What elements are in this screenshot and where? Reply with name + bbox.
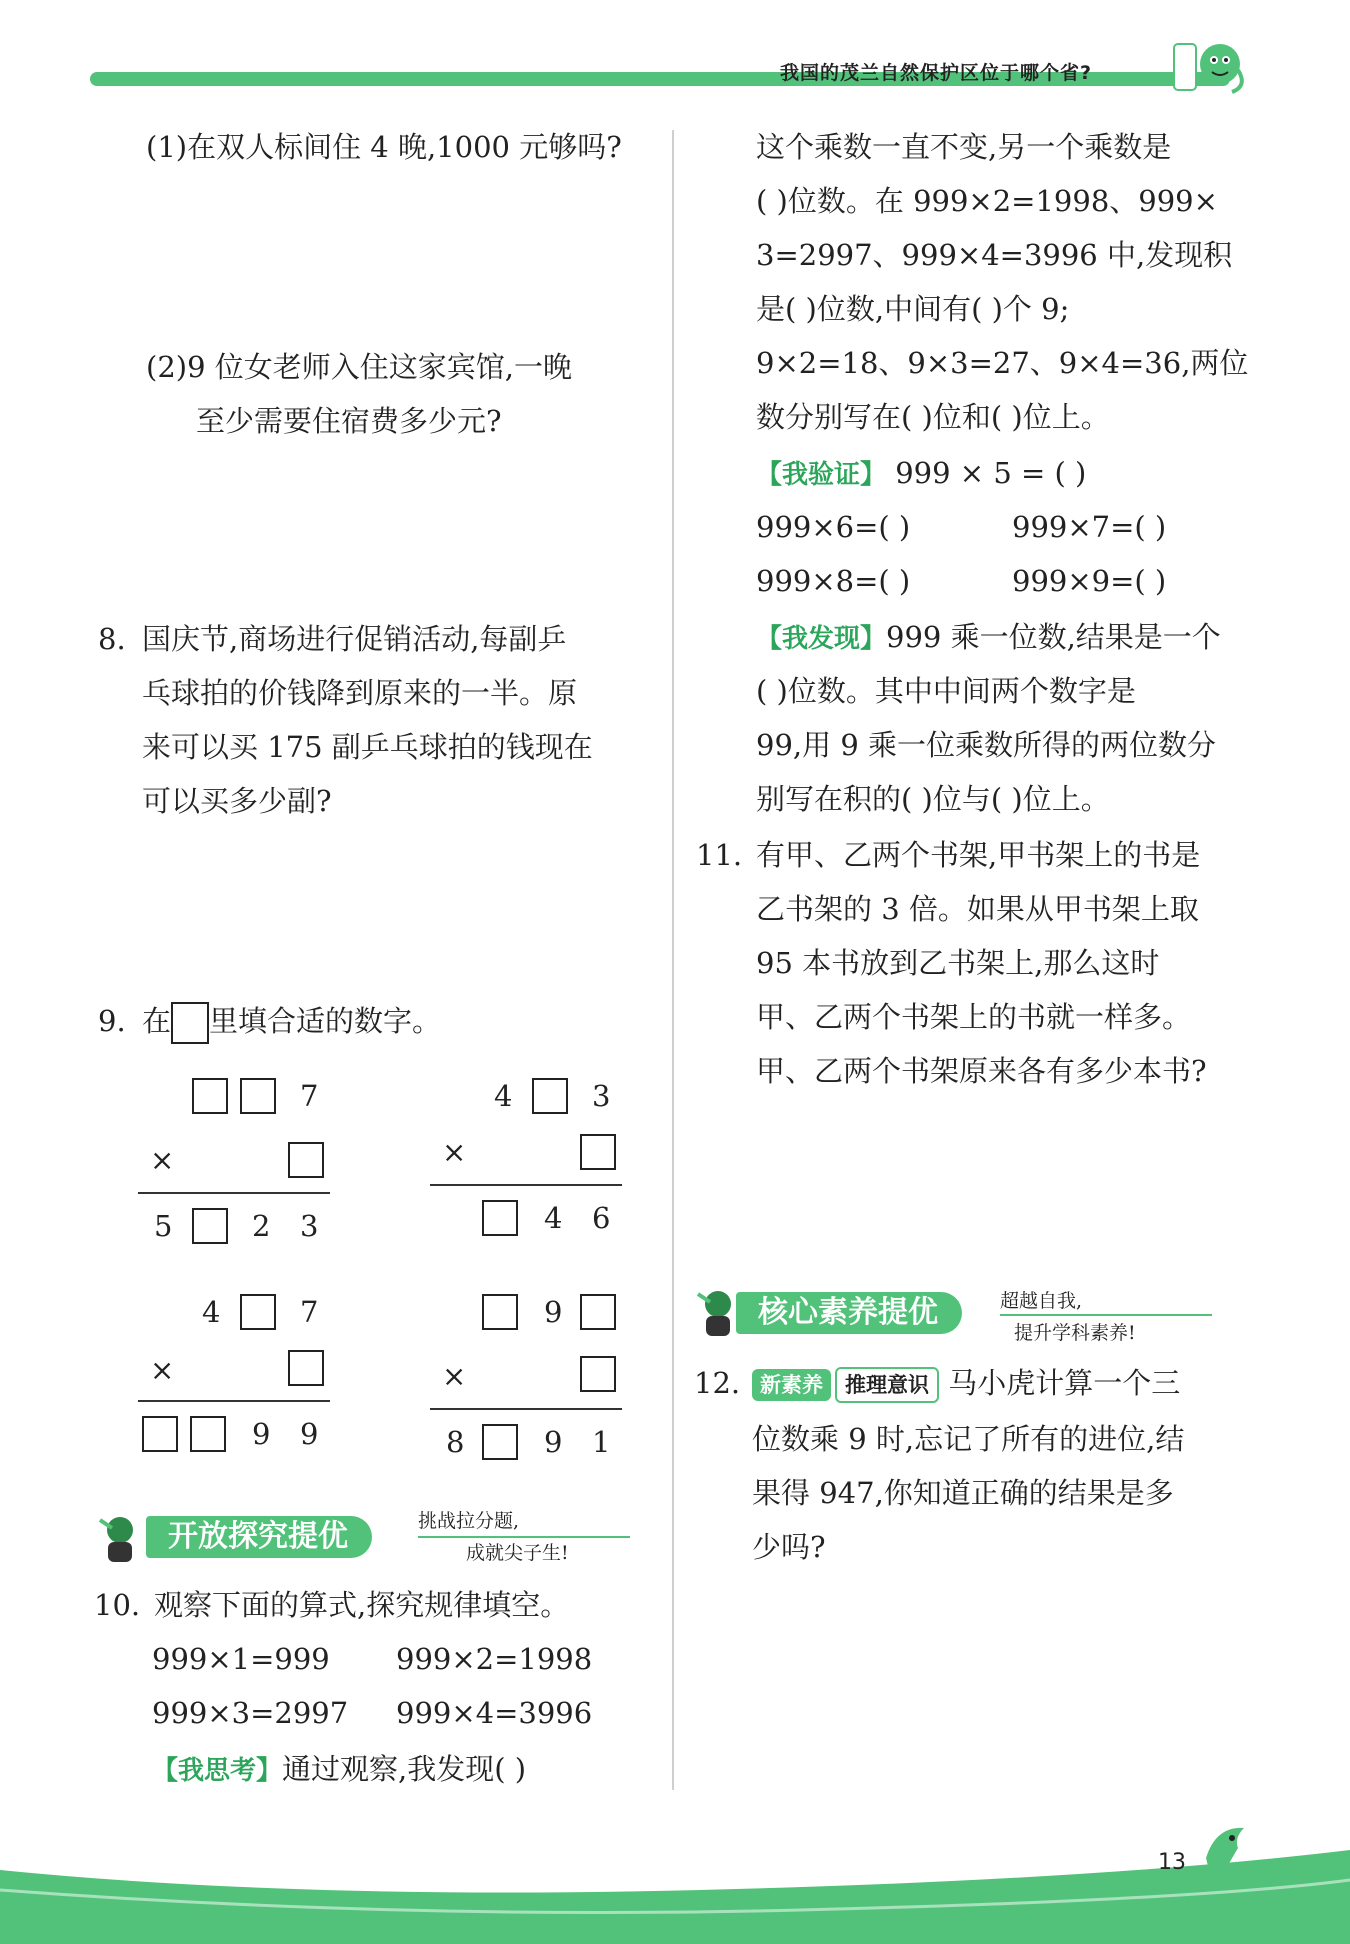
answer-box[interactable]	[482, 1294, 518, 1330]
equation: 999×3=2997	[152, 1696, 349, 1730]
find-line: ( )位数。其中中间两个数字是	[756, 674, 1136, 708]
q12-line: 少吗?	[752, 1530, 826, 1564]
digit: 9	[252, 1417, 271, 1451]
q7-part2-line1: (2)9 位女老师入住这家宾馆,一晚	[146, 350, 572, 384]
digit: 9	[544, 1425, 563, 1459]
banner-note: 超越自我,	[1000, 1290, 1083, 1312]
digit: 2	[252, 1209, 271, 1243]
section-banner-core-literacy: 核心素养提优	[736, 1292, 962, 1334]
equation: 999×2=1998	[396, 1642, 593, 1676]
q7-part1: (1)在双人标间住 4 晚,1000 元够吗?	[146, 130, 622, 164]
monkey-mascot-icon	[1170, 30, 1250, 100]
result-line	[430, 1408, 622, 1410]
q11-line: 有甲、乙两个书架,甲书架上的书是	[756, 838, 1201, 872]
q9-number: 9.	[98, 1004, 126, 1038]
digit: 9	[544, 1295, 563, 1329]
q10-continued-line: 这个乘数一直不变,另一个乘数是	[756, 130, 1172, 164]
verify-eq: 999×9=( )	[1012, 564, 1167, 598]
column-divider	[672, 130, 674, 1790]
header-question: 我国的茂兰自然保护区位于哪个省?	[780, 62, 1093, 84]
digit: 5	[154, 1209, 173, 1243]
banner-note: 挑战拉分题,	[418, 1510, 520, 1532]
find-text: 999 乘一位数,结果是一个	[886, 620, 1221, 654]
q12-first-line	[752, 1356, 1180, 1410]
answer-box[interactable]	[190, 1416, 226, 1452]
q12-text: 马小虎计算一个三	[948, 1366, 1181, 1400]
verify-eq: 999×6=( )	[756, 510, 911, 544]
answer-box[interactable]	[192, 1208, 228, 1244]
multiply-sign: ×	[442, 1359, 467, 1393]
dolphin-icon	[1196, 1818, 1256, 1898]
verify-eq: 999 × 5 = ( )	[895, 456, 1087, 490]
find-line: 别写在积的( )位与( )位上。	[756, 782, 1110, 816]
q10-continued-line: 数分别写在( )位和( )位上。	[756, 400, 1110, 434]
q9-post: 里填合适的数字。	[209, 1004, 442, 1038]
digit: 3	[300, 1209, 319, 1243]
q11-line: 甲、乙两个书架原来各有多少本书?	[756, 1054, 1207, 1088]
q8-number: 8.	[98, 622, 126, 656]
digit: 9	[300, 1417, 319, 1451]
footer-wave	[0, 1830, 1350, 1944]
verify-line	[756, 446, 1086, 502]
answer-box[interactable]	[240, 1294, 276, 1330]
page-number: 13	[1158, 1850, 1186, 1875]
multiply-sign: ×	[442, 1135, 467, 1169]
q10-continued-line: 3=2997、999×4=3996 中,发现积	[756, 238, 1233, 272]
banner-note: 提升学科素养!	[1014, 1322, 1136, 1344]
q8-line: 国庆节,商场进行促销活动,每副乒	[142, 622, 567, 656]
answer-box[interactable]	[580, 1134, 616, 1170]
q8-line: 可以买多少副?	[142, 784, 332, 818]
digit: 7	[300, 1079, 319, 1113]
q11-line: 乙书架的 3 倍。如果从甲书架上取	[756, 892, 1199, 926]
think-tag: 【我思考】	[152, 1756, 283, 1786]
digit: 3	[592, 1079, 611, 1113]
answer-box[interactable]	[142, 1416, 178, 1452]
q10-number: 10.	[94, 1588, 141, 1622]
multiply-sign: ×	[150, 1353, 175, 1387]
q8-line: 乓球拍的价钱降到原来的一半。原	[142, 676, 578, 710]
answer-box[interactable]	[482, 1200, 518, 1236]
q10-continued-line: 9×2=18、9×3=27、9×4=36,两位	[756, 346, 1249, 380]
q11-number: 11.	[696, 838, 743, 872]
digit: 4	[494, 1079, 513, 1113]
answer-box[interactable]	[288, 1350, 324, 1386]
digit: 8	[446, 1425, 465, 1459]
answer-box[interactable]	[580, 1294, 616, 1330]
banner-underline	[1000, 1314, 1212, 1316]
verify-eq: 999×7=( )	[1012, 510, 1167, 544]
q12-number: 12.	[694, 1366, 741, 1400]
section-banner-open-explore: 开放探究提优	[146, 1516, 372, 1558]
q11-line: 95 本书放到乙书架上,那么这时	[756, 946, 1160, 980]
q9-instruction	[142, 994, 441, 1048]
digit: 7	[300, 1295, 319, 1329]
q10-continued-line: 是( )位数,中间有( )个 9;	[756, 292, 1070, 326]
q9-pre: 在	[142, 1004, 172, 1038]
q12-line: 位数乘 9 时,忘记了所有的进位,结	[752, 1422, 1185, 1456]
equation: 999×4=3996	[396, 1696, 593, 1730]
reasoning-pill: 推理意识	[835, 1367, 939, 1403]
ninja-mascot-icon	[92, 1510, 148, 1566]
multiply-sign: ×	[150, 1143, 175, 1177]
banner-underline	[418, 1536, 630, 1538]
answer-box[interactable]	[240, 1078, 276, 1114]
answer-box[interactable]	[580, 1356, 616, 1392]
answer-box[interactable]	[532, 1078, 568, 1114]
answer-box[interactable]	[288, 1142, 324, 1178]
digit: 4	[202, 1295, 221, 1329]
verify-tag: 【我验证】	[756, 460, 887, 490]
q12-line: 果得 947,你知道正确的结果是多	[752, 1476, 1174, 1510]
find-line	[756, 610, 1221, 666]
q7-part2-line2: 至少需要住宿费多少元?	[196, 404, 502, 438]
digit: 6	[592, 1201, 611, 1235]
banner-note: 成就尖子生!	[466, 1542, 569, 1564]
find-tag: 【我发现】	[756, 624, 887, 654]
q10-text: 观察下面的算式,探究规律填空。	[154, 1588, 570, 1622]
answer-box[interactable]	[482, 1424, 518, 1460]
q11-line: 甲、乙两个书架上的书就一样多。	[756, 1000, 1192, 1034]
equation: 999×1=999	[152, 1642, 330, 1676]
q8-line: 来可以买 175 副乒乓球拍的钱现在	[142, 730, 593, 764]
result-line	[138, 1400, 330, 1402]
result-line	[430, 1184, 622, 1186]
new-literacy-pill: 新素养	[752, 1369, 831, 1401]
think-line	[152, 1742, 526, 1798]
q9-example-box	[171, 1002, 209, 1044]
q10-continued-line: ( )位数。在 999×2=1998、999×	[756, 184, 1218, 218]
find-line: 99,用 9 乘一位乘数所得的两位数分	[756, 728, 1217, 762]
think-text: 通过观察,我发现( )	[282, 1752, 527, 1786]
verify-eq: 999×8=( )	[756, 564, 911, 598]
digit: 4	[544, 1201, 563, 1235]
answer-box[interactable]	[192, 1078, 228, 1114]
result-line	[138, 1192, 330, 1194]
digit: 1	[592, 1425, 611, 1459]
